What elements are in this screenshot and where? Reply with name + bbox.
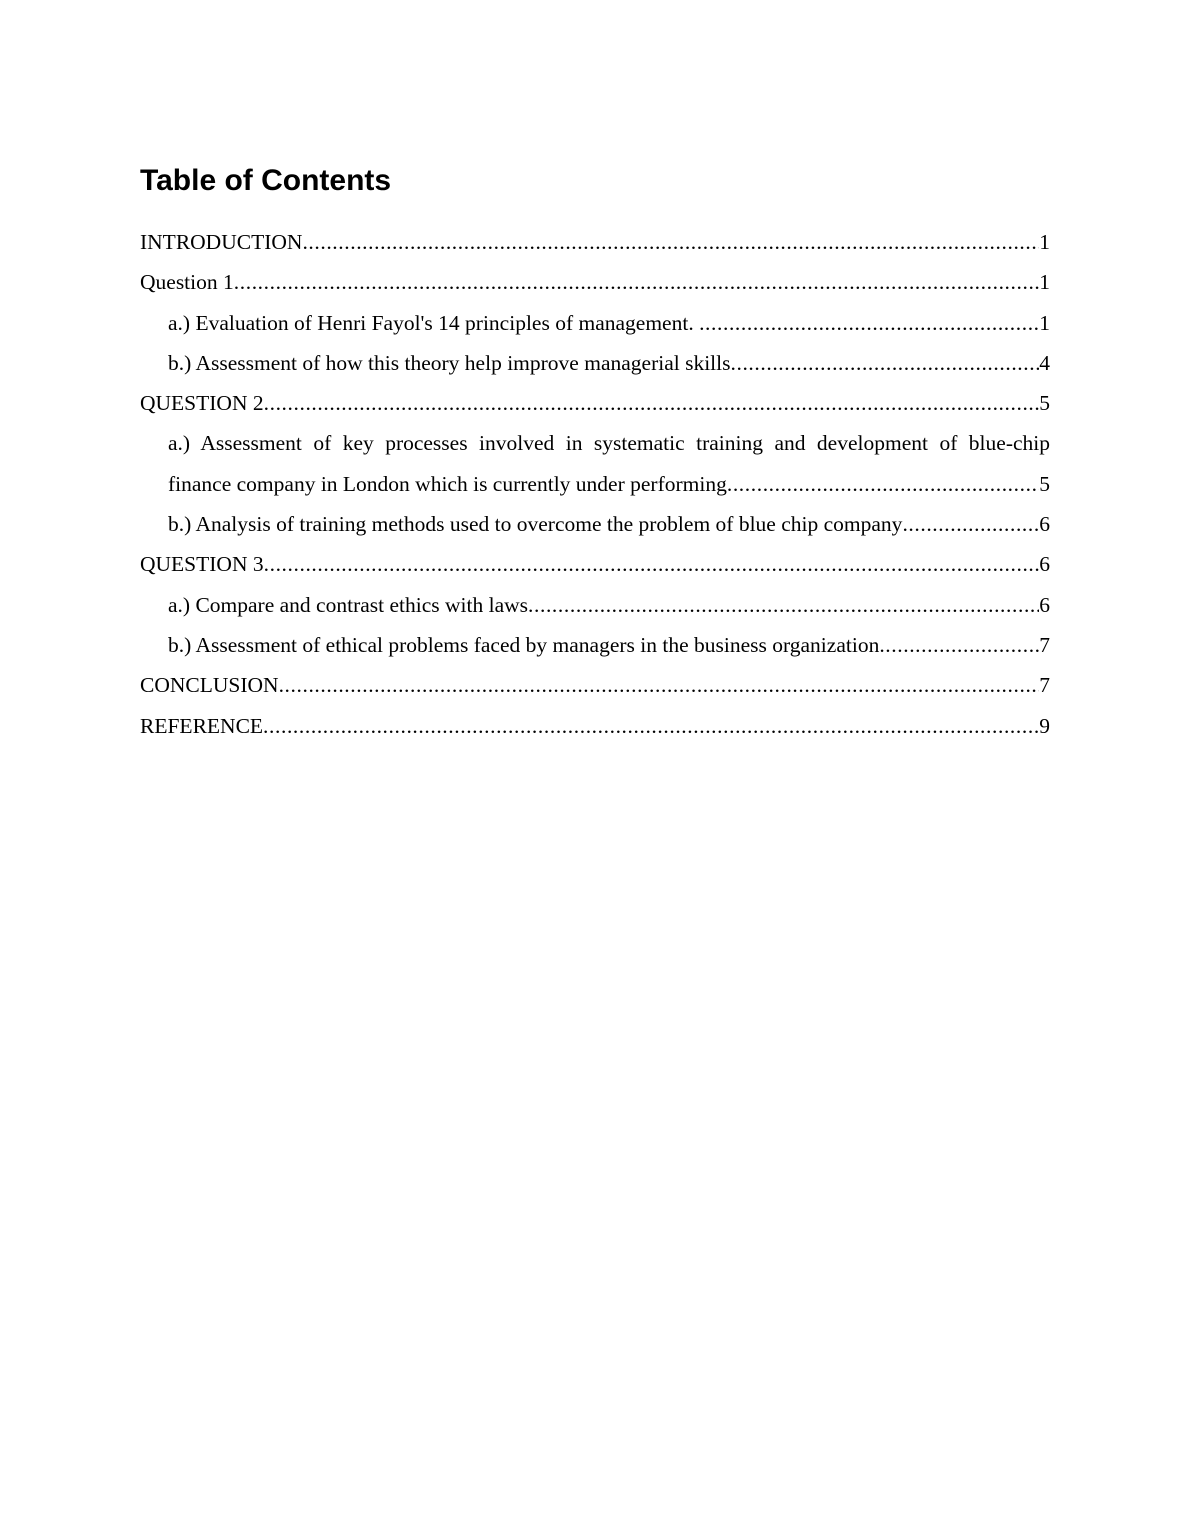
toc-dot-leader bbox=[879, 625, 1039, 665]
toc-page-number: 1 bbox=[1039, 310, 1050, 335]
toc-entry-text: REFERENCE bbox=[140, 713, 264, 738]
toc-page-number: 5 bbox=[1039, 471, 1050, 496]
toc-entry-text-line-2-row bbox=[168, 464, 1050, 504]
toc-dot-leader bbox=[727, 464, 1039, 504]
toc-dot-leader bbox=[731, 343, 1040, 383]
toc-page-number: 6 bbox=[1039, 592, 1050, 617]
toc-entry-q3-b[interactable] bbox=[140, 625, 1050, 665]
toc-entry-conclusion[interactable] bbox=[140, 665, 1050, 705]
toc-page-number: 7 bbox=[1039, 632, 1050, 657]
toc-entry-text: b.) Assessment of ethical problems faced by managers in the business organization bbox=[168, 632, 880, 657]
toc-entry-text-line-1: a.) Assessment of key processes involved in systematic training and development of blue-chip bbox=[168, 431, 1050, 456]
toc-dot-leader bbox=[263, 706, 1039, 746]
toc-list bbox=[140, 222, 1050, 746]
toc-page-number: 7 bbox=[1039, 673, 1050, 698]
toc-entry-text: b.) Assessment of how this theory help improve managerial skills bbox=[168, 350, 731, 375]
toc-entry-q2-b[interactable] bbox=[140, 504, 1050, 544]
toc-title: Table of Contents bbox=[140, 164, 392, 197]
toc-dot-leader bbox=[902, 504, 1039, 544]
toc-page-number: 6 bbox=[1039, 552, 1050, 577]
toc-dot-leader bbox=[264, 544, 1040, 584]
toc-entry-q2-a[interactable] bbox=[140, 423, 1050, 504]
toc-entry-q3-a[interactable] bbox=[140, 585, 1050, 625]
toc-page-number: 6 bbox=[1039, 512, 1050, 537]
toc-entry-q1-b[interactable] bbox=[140, 343, 1050, 383]
toc-entry-text: b.) Analysis of training methods used to overcome the problem of blue chip company bbox=[168, 512, 903, 537]
toc-entry-reference[interactable] bbox=[140, 706, 1050, 746]
toc-page-number: 1 bbox=[1039, 230, 1050, 254]
toc-entry-text: QUESTION 3 bbox=[140, 552, 264, 577]
toc-entry-text: INTRODUCTION bbox=[140, 230, 303, 254]
toc-entry-question-3[interactable] bbox=[140, 544, 1050, 584]
toc-entry-text-line-2: finance company in London which is currently under performing bbox=[168, 471, 727, 496]
toc-entry-question-2[interactable] bbox=[140, 383, 1050, 423]
toc-entry-introduction[interactable] bbox=[140, 222, 1050, 262]
toc-entry-question-1[interactable] bbox=[140, 262, 1050, 302]
toc-dot-leader bbox=[699, 303, 1039, 343]
toc-page-number: 9 bbox=[1039, 713, 1050, 738]
toc-entry-text: QUESTION 2 bbox=[140, 391, 264, 416]
toc-page-number: 4 bbox=[1039, 350, 1050, 375]
toc-entry-text: Question 1 bbox=[140, 270, 234, 295]
toc-entry-text: a.) Compare and contrast ethics with laws bbox=[168, 592, 529, 617]
toc-page-number: 1 bbox=[1039, 270, 1050, 295]
toc-dot-leader bbox=[302, 222, 1039, 262]
toc-entry-text: a.) Evaluation of Henri Fayol's 14 principles of management. bbox=[168, 310, 700, 335]
toc-dot-leader bbox=[234, 262, 1039, 302]
toc-page-number: 5 bbox=[1039, 391, 1050, 416]
toc-dot-leader bbox=[279, 665, 1040, 705]
toc-dot-leader bbox=[528, 585, 1039, 625]
toc-entry-text: CONCLUSION bbox=[140, 673, 279, 698]
toc-dot-leader bbox=[264, 383, 1040, 423]
toc-entry-q1-a[interactable] bbox=[140, 303, 1050, 343]
